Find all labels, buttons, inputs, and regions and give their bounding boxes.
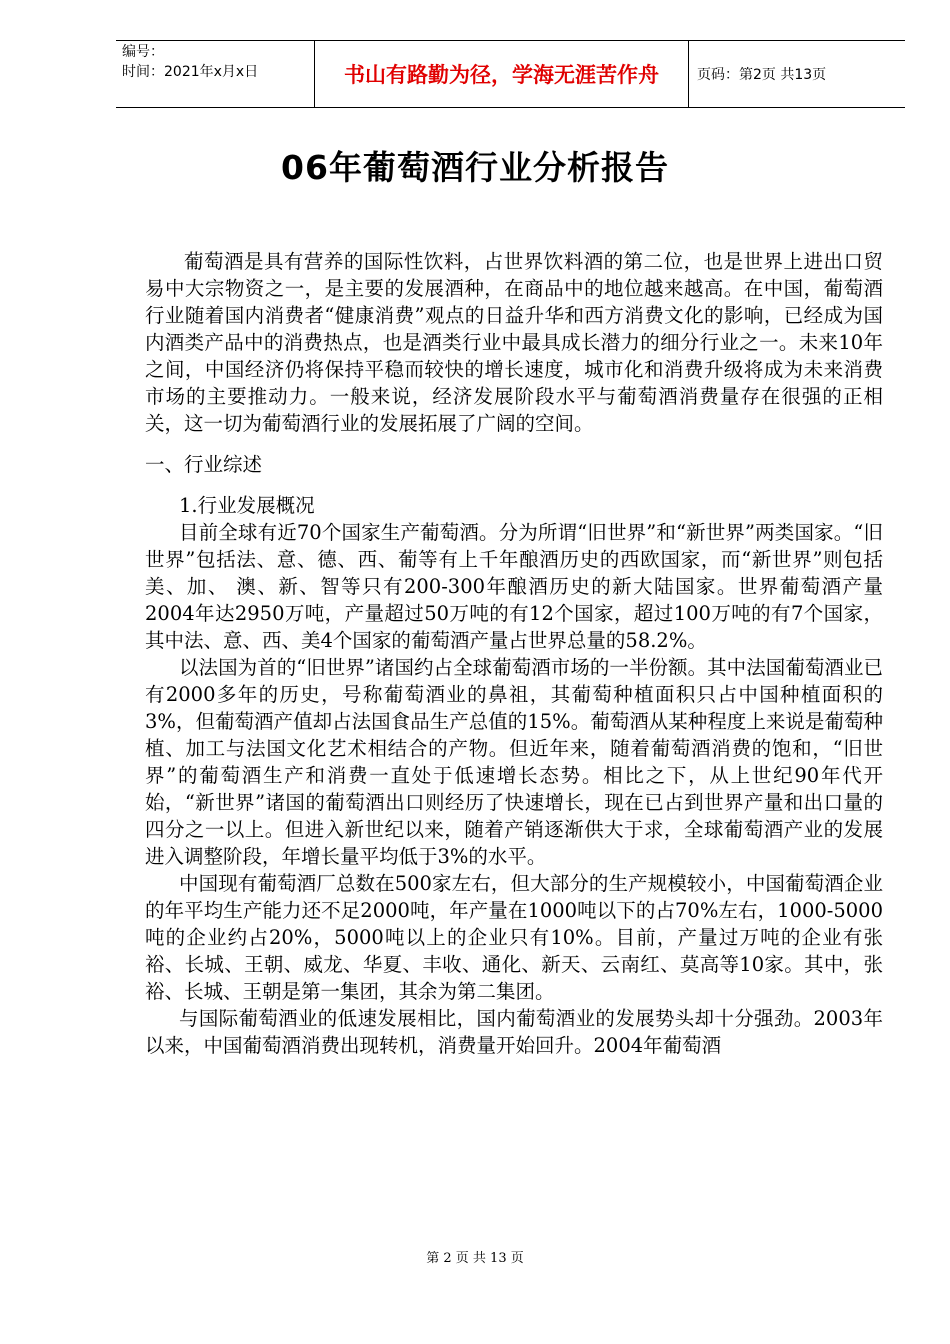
header-meta <box>116 41 315 107</box>
paragraph: 目前全球有近70个国家生产葡萄酒。分为所谓“旧世界”和“新世界”两类国家。“旧世界”包括法、意、德、西、葡等有上千年酿酒历史的西欧国家，而“新世界”则包括美、加、 澳、新、智等只有200-300年酿酒历史的新大陆国家。世界葡萄酒产量2004年达2950万吨，产量超过50万吨的有12个国家，超过100万吨的有7个国家，其中法、意、西、美4个国家的葡萄酒产量占世界总量的58.2%。 <box>145 521 883 652</box>
paragraph: 与国际葡萄酒业的低速发展相比，国内葡萄酒业的发展势头却十分强劲。2003年以来，中国葡萄酒消费出现转机，消费量开始回升。2004年葡萄酒 <box>145 1007 883 1057</box>
header-time: 时间：2021年x月x日 <box>122 64 259 80</box>
paragraph: 以法国为首的“旧世界”诸国约占全球葡萄酒市场的一半份额。其中法国葡萄酒业已有2000多年的历史，号称葡萄酒业的鼻祖，其葡萄种植面积只占中国种植面积的3%，但葡萄酒产值却占法国食品生产总值的15%。葡萄酒从某种程度上来说是葡萄种植、加工与法国文化艺术相结合的产物。但近年来，随着葡萄酒消费的饱和，“旧世界”的葡萄酒生产和消费一直处于低速增长态势。相比之下，从上世纪90年代开始，“新世界”诸国的葡萄酒出口则经历了快速增长，现在已占到世界产量和出口量的四分之一以上。但进入新世纪以来，随着产销逐渐供大于求，全球葡萄酒产业的发展进入调整阶段，年增长量平均低于3%的水平。 <box>145 656 883 868</box>
section-heading: 一、行业综述 <box>145 453 263 476</box>
header-motto: 书山有路勤为径，学海无涯苦作舟 <box>315 41 689 107</box>
subsection-heading: 1.行业发展概况 <box>179 494 315 517</box>
header-number: 编号： <box>122 44 164 60</box>
document-body <box>145 248 883 1059</box>
intro-paragraph: 葡萄酒是具有营养的国际性饮料，占世界饮料酒的第二位，也是世界上进出口贸易中大宗物资之一，是主要的发展酒种，在商品中的地位越来越高。在中国，葡萄酒行业随着国内消费者“健康消费”观点的日益升华和西方消费文化的影响，已经成为国内酒类产品中的消费热点，也是酒类行业中最具成长潜力的细分行业之一。未来10年之间，中国经济仍将保持平稳而较快的增长速度，城市化和消费升级将成为未来消费市场的主要推动力。一般来说，经济发展阶段水平与葡萄酒消费量存在很强的正相关，这一切为葡萄酒行业的发展拓展了广阔的空间。 <box>145 250 883 435</box>
page-footer: 第 2 页 共 13 页 <box>426 1251 524 1266</box>
header-table <box>116 40 905 108</box>
header-page: 页码：第2页 共13页 <box>697 67 827 83</box>
document-title: 06年葡萄酒行业分析报告 <box>281 148 669 187</box>
paragraph: 中国现有葡萄酒厂总数在500家左右，但大部分的生产规模较小，中国葡萄酒企业的年平均生产能力还不足2000吨，年产量在1000吨以下的占70%左右，1000-5000吨的企业约占20%，5000吨以上的企业只有10%。目前，产量过万吨的企业有张裕、长城、王朝、威龙、华夏、丰收、通化、新天、云南红、莫高等10家。其中，张裕、长城、王朝是第一集团，其余为第二集团。 <box>145 872 883 1003</box>
